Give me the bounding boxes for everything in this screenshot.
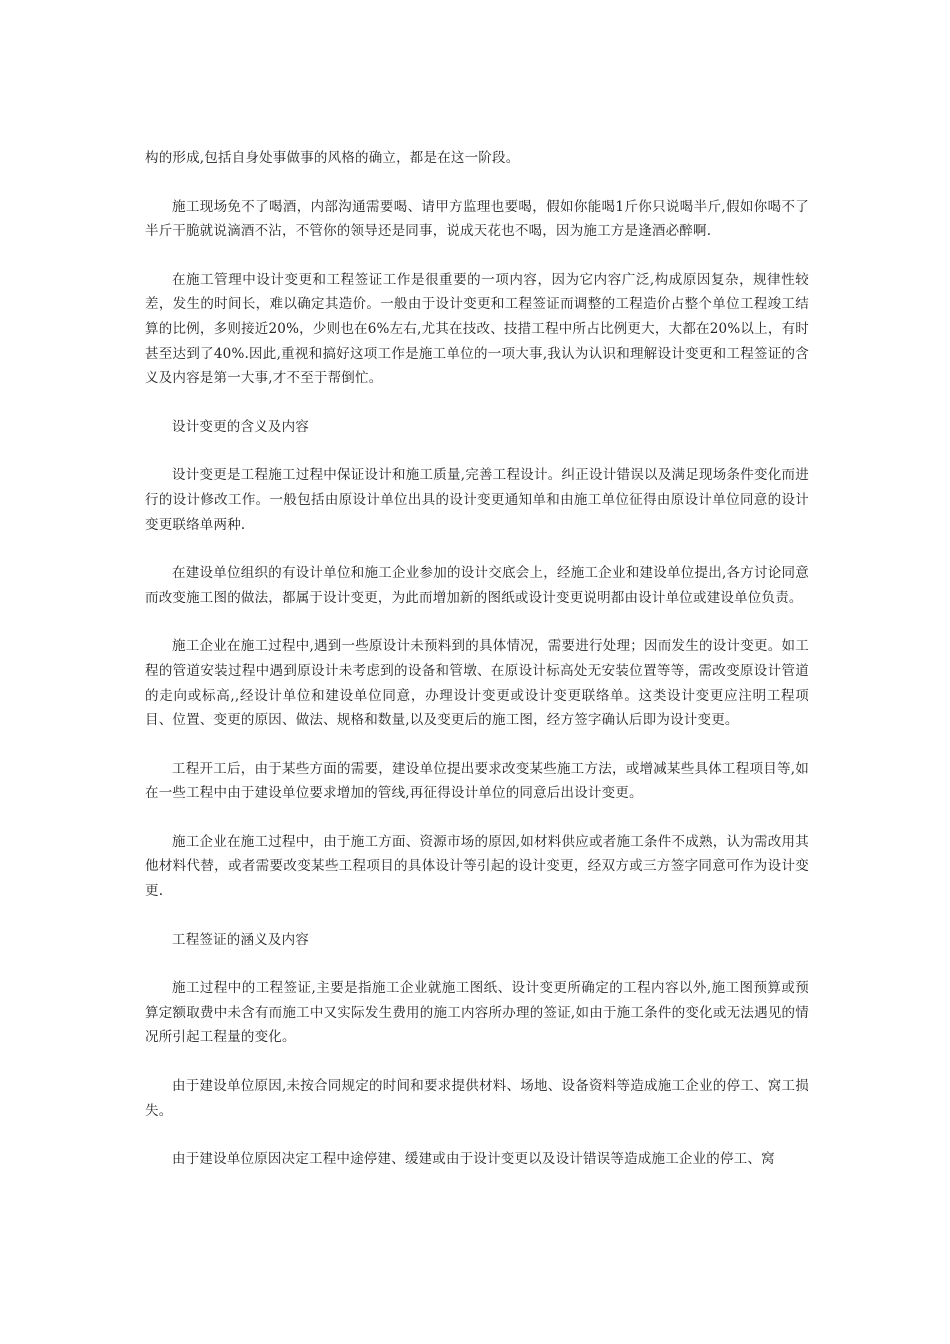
- paragraph-engineering-visa-definition: 施工过程中的工程签证,主要是指施工企业就施工图纸、设计变更所确定的工程内容以外,施工图预算或预算定额取费中未含有而施工中又实际发生费用的施工内容所办理的签证,如由于施工条件的变化或无法遇见的情况所引起工程量的变化。: [145, 980, 809, 1046]
- paragraph-owner-delay: 由于建设单位原因,未按合同规定的时间和要求提供材料、场地、设备资料等造成施工企业的停工、窝工损失。: [145, 1078, 809, 1119]
- section-heading-engineering-visa: 工程签证的涵义及内容: [172, 931, 309, 948]
- paragraph-continuation: 构的形成,包括自身处事做事的风格的确立，都是在这一阶段。: [145, 150, 520, 166]
- paragraph-owner-suspension: 由于建设单位原因决定工程中途停建、缓建或由于设计变更以及设计错误等造成施工企业的停工、窝: [172, 1151, 775, 1168]
- paragraph-design-change-definition: 设计变更是工程施工过程中保证设计和施工质量,完善工程设计。纠正设计错误以及满足现场条件变化而进行的设计修改工作。一般包括由原设计单位出具的设计变更通知单和由施工单位征得由原设计单位同意的设计变更联络单两种.: [145, 467, 809, 533]
- paragraph-after-construction-start: 工程开工后，由于某些方面的需要，建设单位提出要求改变某些施工方法，或增减某些具体工程项目等,如在一些工程中由于建设单位要求增加的管线,再征得设计单位的同意后出设计变更。: [145, 760, 809, 802]
- document-body: [145, 146, 809, 1196]
- section-heading-design-change: 设计变更的含义及内容: [172, 418, 309, 435]
- paragraph-drinking: 施工现场免不了喝酒，内部沟通需要喝、请甲方监理也要喝，假如你能喝1斤你只说喝半斤,假如你喝不了半斤干脆就说滴酒不沾，不管你的领导还是同事，说成天花也不喝，因为施工方是逢酒必醉啊.: [145, 198, 809, 240]
- paragraph-unforeseen-situations: 施工企业在施工过程中,遇到一些原设计未预料到的具体情况，需要进行处理；因而发生的设计变更。如工程的管道安装过程中遇到原设计未考虑到的设备和管墩、在原设计标高处无安装位置等等，需改变原设计管道的走向或标高,,经设计单位和建设单位同意，办理设计变更或设计变更联络单。这类设计变更应注明工程项目、位置、变更的原因、做法、规格和数量,以及变更后的施工图，经方签字确认后即为设计变更。: [145, 638, 809, 729]
- paragraph-design-change-overview: 在施工管理中设计变更和工程签证工作是很重要的一项内容，因为它内容广泛,构成原因复杂，规律性较差，发生的时间长，难以确定其造价。一般由于设计变更和工程签证而调整的工程造价占整个单位工程竣工结算的比例，多则接近20%，少则也在6%左右,尤其在技改、技措工程中所占比例更大，大都在20%以上，有时甚至达到了40%.因此,重视和搞好这项工作是施工单位的一项大事,我认为认识和理解设计变更和工程签证的含义及内容是第一大事,才不至于帮倒忙。: [145, 271, 809, 387]
- paragraph-design-briefing: 在建设单位组织的有设计单位和施工企业参加的设计交底会上，经施工企业和建设单位提出,各方讨论同意而改变施工图的做法，都属于设计变更，为此而增加新的图纸或设计变更说明都由设计单位或建设单位负责。: [145, 565, 809, 606]
- paragraph-material-substitution: 施工企业在施工过程中，由于施工方面、资源市场的原因,如材料供应或者施工条件不成熟，认为需改用其他材料代替，或者需要改变某些工程项目的具体设计等引起的设计变更，经双方或三方签字同意可作为设计变更.: [145, 833, 809, 900]
